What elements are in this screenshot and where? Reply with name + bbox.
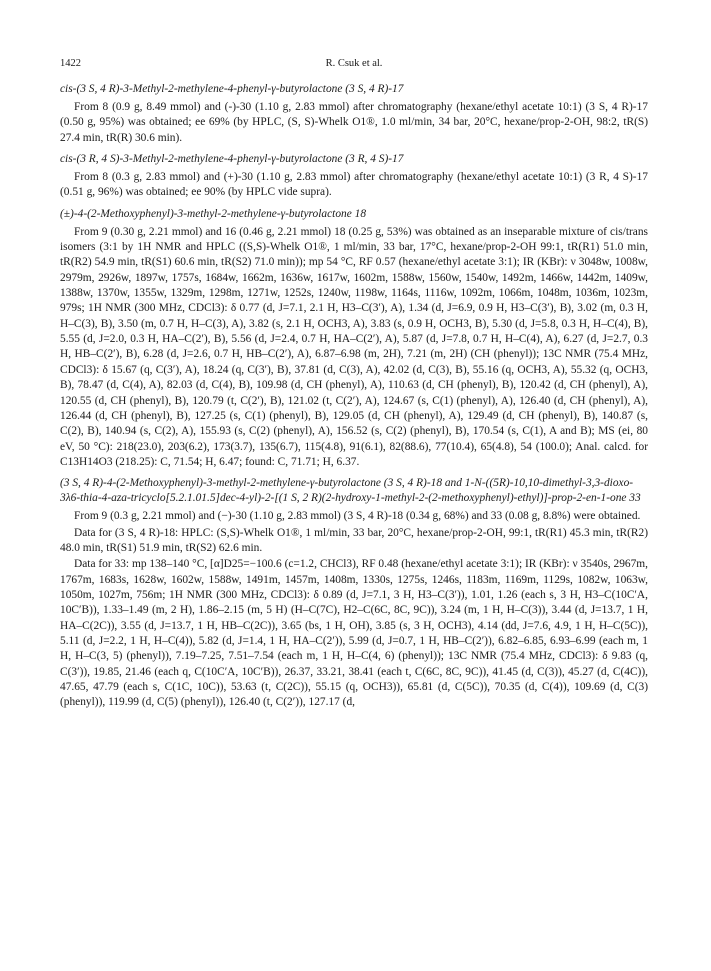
section-1 <box>60 82 648 146</box>
running-head-authors: R. Csuk et al. <box>325 58 383 69</box>
section-4 <box>60 476 648 710</box>
page-number: 1422 <box>60 58 81 69</box>
section-heading: (3 S, 4 R)-4-(2-Methoxyphenyl)-3-methyl-2-methylene-γ-butyrolactone (3 S, 4 R)-18 and 1-N-((5R)-10,10-dimethyl-3,3-dioxo-3λ6-thia-4-aza-tricyclo[5.2.1.01.5]dec-4-yl)-2-[(1 S, 2 R)(2-hydroxy-1-methyl-2-(2-methoxyphenyl)-ethyl)]-prop-2-en-1-one 33 <box>60 477 641 505</box>
running-head <box>60 58 648 74</box>
section-paragraph: Data for (3 S, 4 R)-18: HPLC: (S,S)-Whelk O1®, 1 ml/min, 33 bar, 20°C, hexane/prop-2-OH, 99:1, tR(R1) 45.3 min, tR(R2) 48.0 min, tR(S1) 51.9 min, tR(S2) 62.6 min. <box>60 526 648 554</box>
section-paragraph: From 9 (0.3 g, 2.21 mmol) and (−)-30 (1.10 g, 2.83 mmol) (3 S, 4 R)-18 (0.34 g, 68%) and 33 (0.08 g, 8.8%) were obtained. <box>74 510 641 523</box>
section-heading: cis-(3 R, 4 S)-3-Methyl-2-methylene-4-phenyl-γ-butyrolactone (3 R, 4 S)-17 <box>60 153 404 166</box>
section-2 <box>60 152 648 201</box>
section-paragraph: From 8 (0.3 g, 2.83 mmol) and (+)-30 (1.10 g, 2.83 mmol) after chromatography (hexane/ethyl acetate 10:1) (3 R, 4 S)-17 (0.51 g, 96%) was obtained; ee 90% (by HPLC vide supra). <box>60 171 648 199</box>
section-paragraph: From 9 (0.30 g, 2.21 mmol) and 16 (0.46 g, 2.21 mmol) 18 (0.25 g, 53%) was obtained as an inseparable mixture of cis/trans isomers (3:1 by 1H NMR and HPLC ((S,S)-Whelk O1®, 1 ml/min, 33 bar, 17°C, hexane/prop-2-OH 99:1, tR(R1) 51.0 min, tR(R2) 54.9 min, tR(S1) 60.6 min, tR(S2) 71.0 min)); mp 54 °C, RF 0.57 (hexane/ethyl acetate 3:1); IR (KBr): ν 3048w, 1008w, 2979m, 2926w, 1897w, 1757s, 1684w, 1662m, 1636w, 1617w, 1602m, 1588w, 1560w, 1540w, 1492m, 1466w, 1442m, 1409w, 1388w, 1370w, 1355w, 1329m, 1298m, 1271w, 1252s, 1240w, 1198w, 1164s, 1116w, 1092m, 1066m, 1048m, 1036m, 1023m, 979s; 1H NMR (300 MHz, CDCl3): δ 0.77 (d, J=7.1, 2.1 H, H3–C(3′), A), 1.34 (d, J=6.9, 0.9 H, H3–C(3′), B), 3.02 (m, 0.3 H, H–C(3), B), 3.50 (m, 0.7 H, H–C(3), A), 3.82 (s, 2.1 H, OCH3, A), 3.83 (s, 0.9 H, OCH3, B), 5.30 (d, J=5.8, 0.3 H, H–C(4), B), 5.55 (d, J=2.0, 0.3 H, HA–C(2′), B), 5.56 (d, J=2.4, 0.7 H, HA–C(2′), A), 5.87 (d, J=7.8, 0.7 H, H–C(4), A), 6.27 (d, J=2.7, 0.3 H, HB–C(2′), B), 6.28 (d, J=2.6, 0.7 H, HB–C(2′), A), 6.87–6.98 (m, 2H), 7.21 (m, 2H) (CH (phenyl)); 13C NMR (75.4 MHz, CDCl3): δ 15.67 (q, C(3′), A), 18.24 (q, C(3′), B), 37.81 (d, C(3), A), 42.02 (d, C(3), B), 55.16 (q, OCH3, A), 55.32 (q, OCH3, B), 78.47 (d, C(4), A), 82.03 (d, C(4), B), 109.98 (d, CH (phenyl), A), 110.63 (d, CH (phenyl), B), 120.42 (d, CH (phenyl), A), 120.55 (d, CH (phenyl), B), 120.79 (t, C(2′), B), 121.02 (t, C(2′), A), 124.67 (s, C(1) (phenyl), A), 126.40 (d, CH (phenyl), A), 126.44 (d, CH (phenyl), B), 127.25 (s, C(1) (phenyl), B), 129.05 (d, CH (phenyl), A), 129.49 (d, CH (phenyl), B), 140.87 (s, C(2), B), 140.94 (s, C(2), A), 155.93 (s, C(2) (phenyl), A), 156.52 (s, C(2) (phenyl), B), 170.54 (s, C(1), A and B); MS (ei, 80 eV, 50 °C): 218(23.0), 203(6.2), 173(3.7), 135(6.7), 115(4.8), 91(6.1), 82(88.6), 77(10.4), 65(4.8), 54 (100.0); Anal. calcd. for C13H14O3 (218.25): C, 71.54; H, 6.47; found: C, 71.71; H, 6.37. <box>60 225 648 468</box>
section-paragraph: From 8 (0.9 g, 8.49 mmol) and (-)-30 (1.10 g, 2.83 mmol) after chromatography (hexane/ethyl acetate 10:1) (3 S, 4 R)-17 (0.50 g, 95%) was obtained; ee 69% (by HPLC, (S, S)-Whelk O1®, 1.0 ml/min, 34 bar, 20°C, hexane/prop-2-OH, 98:2, tR(S) 27.4 min, tR(R) 30.6 min). <box>60 101 648 144</box>
page-body <box>60 58 648 711</box>
section-3 <box>60 207 648 471</box>
section-paragraph: Data for 33: mp 138–140 °C, [α]D25=−100.6 (c=1.2, CHCl3), RF 0.48 (hexane/ethyl acetate 3:1); IR (KBr): ν 3540s, 2967m, 1767m, 1683s, 1628w, 1602w, 1588w, 1491m, 1457m, 1408m, 1330s, 1275s, 1246s, 1183m, 1169m, 1129s, 1082w, 1063w, 1050m, 1027m, 756m; 1H NMR (300 MHz, CDCl3): δ 0.89 (d, J=7.1, 3 H, H3–C(3′)), 1.01, 1.26 (each s, 3 H, H3–C(10C′A, 10C′B)), 1.33–1.49 (m, 2 H), 1.86–2.15 (m, 5 H) (H–C(7C), H2–C(6C, 8C, 9C)), 3.24 (m, 1 H, H–C(3)), 3.44 (d, J=13.7, 1 H, HA–C(2C)), 3.55 (d, J=13.7, 1 H, HB–C(2C)), 3.65 (bs, 1 H, OH), 3.85 (s, 3 H, OCH3), 4.14 (dd, J=7.6, 4.9, 1 H, H–C(5C)), 5.11 (d, J=2.2, 1 H, H–C(4)), 5.82 (d, J=1.4, 1 H, HA–C(2′)), 5.99 (d, J=0.7, 1 H, HB–C(2′)), 6.82–6.85, 6.93–6.99 (each m, 1 H, H–C(3, 5) (phenyl)), 7.19–7.25, 7.51–7.54 (each m, 1 H, H–C(4, 6) (phenyl)); 13C NMR (75.4 MHz, CDCl3): δ 9.83 (q, C(3′)), 19.85, 21.46 (each q, C(10C′A, 10C′B)), 26.37, 33.21, 38.41 (each t, C(6C, 8C, 9C)), 41.45 (d, C(3)), 45.27 (d, C(4C)), 47.65, 47.79 (each s, C(1C, 10C)), 53.63 (t, C(2C)), 55.15 (q, OCH3)), 65.81 (d, C(5C)), 70.35 (d, C(4)), 109.69 (d, C(3) (phenyl)), 119.99 (d, C(5) (phenyl)), 126.40 (t, C(2′)), 127.17 (d, <box>60 558 648 709</box>
section-heading: cis-(3 S, 4 R)-3-Methyl-2-methylene-4-phenyl-γ-butyrolactone (3 S, 4 R)-17 <box>60 83 404 95</box>
section-heading: (±)-4-(2-Methoxyphenyl)-3-methyl-2-methylene-γ-butyrolactone 18 <box>60 207 367 220</box>
